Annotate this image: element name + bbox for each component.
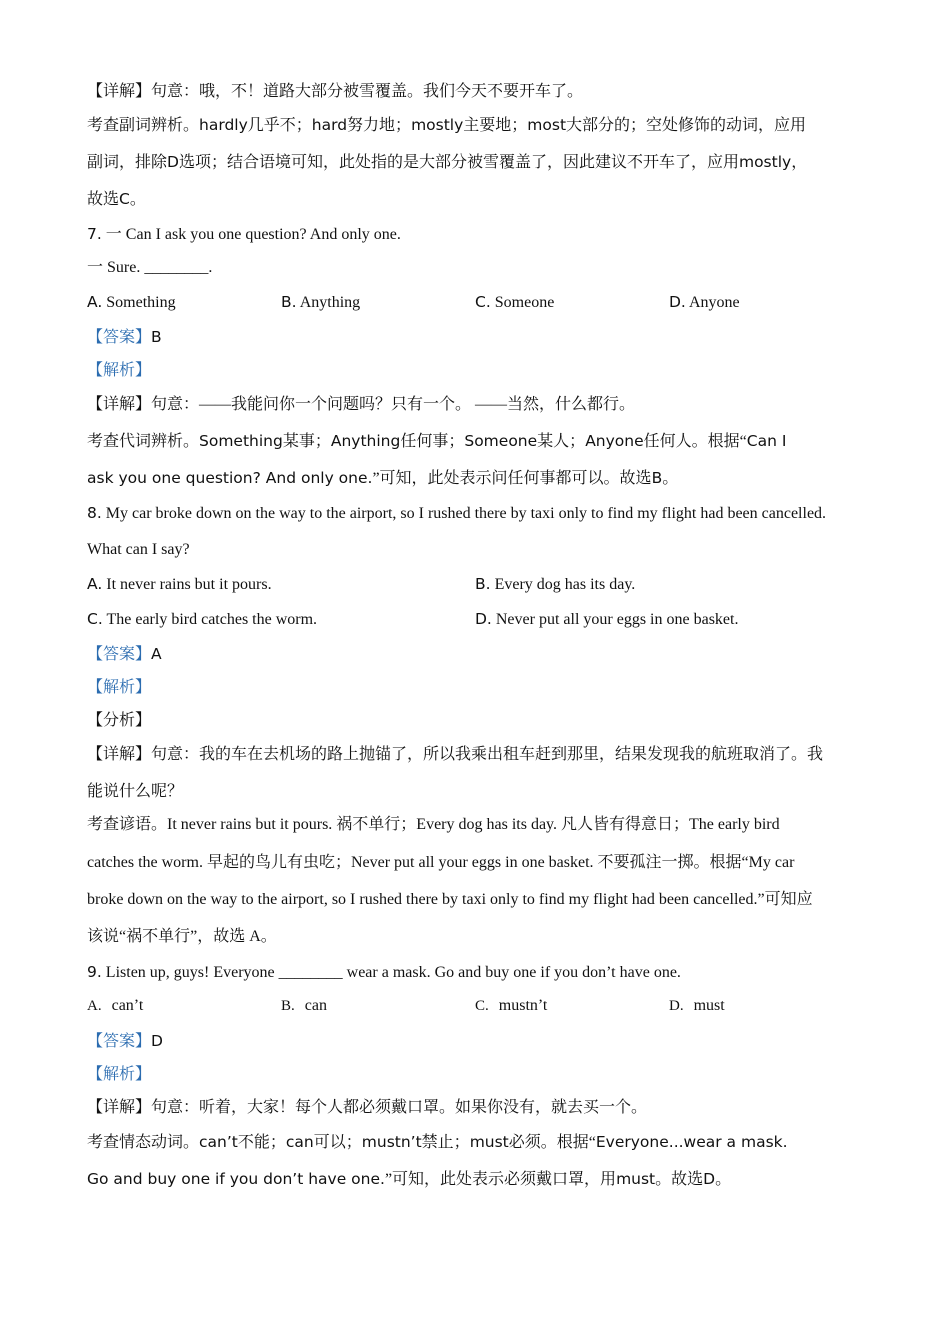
q7-option-a[interactable]: A. Something	[87, 293, 176, 311]
q8-analysis-line4: 该说“祸不单行”，故选 A。	[87, 928, 277, 945]
q8-option-d[interactable]: D. Never put all your eggs in one basket.	[475, 610, 739, 628]
q9-options	[87, 996, 867, 1016]
q8-fenxi: 【分析】	[87, 712, 152, 729]
q7-option-c[interactable]: C. Someone	[475, 293, 555, 311]
q7-option-d[interactable]: D. Anyone	[669, 293, 740, 311]
q7-detail: 【详解】句意：——我能问你一个问题吗？只有一个。 ——当然，什么都行。	[87, 396, 636, 413]
q6-analysis-line3: 故选C。	[87, 190, 146, 208]
q8-analysis-line3: broke down on the way to the airport, so I rushed there by taxi only to find my flight had been cancelled.”可知应	[87, 891, 813, 908]
q7-answer: 【答案】B	[87, 328, 162, 346]
q8-analysis-line2: catches the worm. 早起的鸟儿有虫吃；Never put all your eggs in one basket. 不要孤注一掷。根据“My car	[87, 854, 795, 871]
q8-stem-line1: 8. My car broke down on the way to the airport, so I rushed there by taxi only to find my flight had been cancelled.	[87, 504, 827, 522]
q9-answer: 【答案】D	[87, 1032, 163, 1050]
q9-stem: 9. Listen up, guys! Everyone ________ wear a mask. Go and buy one if you don’t have one.	[87, 963, 681, 981]
q8-option-c[interactable]: C. The early bird catches the worm.	[87, 610, 318, 628]
q9-analysis-line2: Go and buy one if you don’t have one.”可知，此处表示必须戴口罩，用must。故选D。	[87, 1170, 732, 1188]
q8-options-row1	[87, 574, 867, 594]
q8-answer: 【答案】A	[87, 645, 162, 663]
q7-stem-line2: 一 Sure. ________.	[87, 259, 213, 276]
q7-jiexi: 【解析】	[87, 362, 152, 379]
q7-option-b[interactable]: B. Anything	[281, 293, 361, 311]
q8-detail-line2: 能说什么呢？	[87, 783, 184, 800]
q8-stem-line2: What can I say?	[87, 541, 190, 558]
q7-analysis-line1: 考查代词辨析。Something某事；Anything任何事；Someone某人；Anyone任何人。根据“Can I	[87, 432, 787, 450]
q9-detail: 【详解】句意：听着，大家！每个人都必须戴口罩。如果你没有，就去买一个。	[87, 1099, 648, 1116]
q8-analysis-line1: 考查谚语。It never rains but it pours. 祸不单行；Every dog has its day. 凡人皆有得意日；The early bird	[87, 816, 780, 833]
q6-analysis-line2: 副词，排除D选项；结合语境可知，此处指的是大部分被雪覆盖了，因此建议不开车了，应用mostly，	[87, 153, 808, 171]
q9-jiexi: 【解析】	[87, 1066, 152, 1083]
q8-jiexi: 【解析】	[87, 679, 152, 696]
q6-analysis-line1: 考查副词辨析。hardly几乎不；hard努力地；mostly主要地；most大部分的；空处修饰的动词，应用	[87, 116, 807, 134]
q8-options-row2	[87, 609, 867, 629]
q9-option-d[interactable]: D. must	[669, 997, 725, 1014]
q7-analysis-line2: ask you one question? And only one.”可知，此处表示问任何事都可以。故选B。	[87, 469, 679, 487]
q9-option-c[interactable]: C. mustn’t	[475, 997, 548, 1014]
q9-analysis-line1: 考查情态动词。can’t不能；can可以；mustn’t禁止；must必须。根据“Everyone...wear a mask.	[87, 1133, 788, 1151]
q6-detail: 【详解】句意：哦，不！道路大部分被雪覆盖。我们今天不要开车了。	[87, 83, 584, 100]
q7-stem-line1: 7. 一 Can I ask you one question? And only one.	[87, 225, 401, 243]
q8-option-a[interactable]: A. It never rains but it pours.	[87, 575, 272, 593]
q7-options	[87, 292, 867, 312]
q8-detail-line1: 【详解】句意：我的车在去机场的路上抛锚了，所以我乘出租车赶到那里，结果发现我的航班取消了。我	[87, 746, 824, 763]
q9-option-a[interactable]: A. can’t	[87, 997, 144, 1014]
q8-option-b[interactable]: B. Every dog has its day.	[475, 575, 636, 593]
q9-option-b[interactable]: B. can	[281, 997, 327, 1014]
